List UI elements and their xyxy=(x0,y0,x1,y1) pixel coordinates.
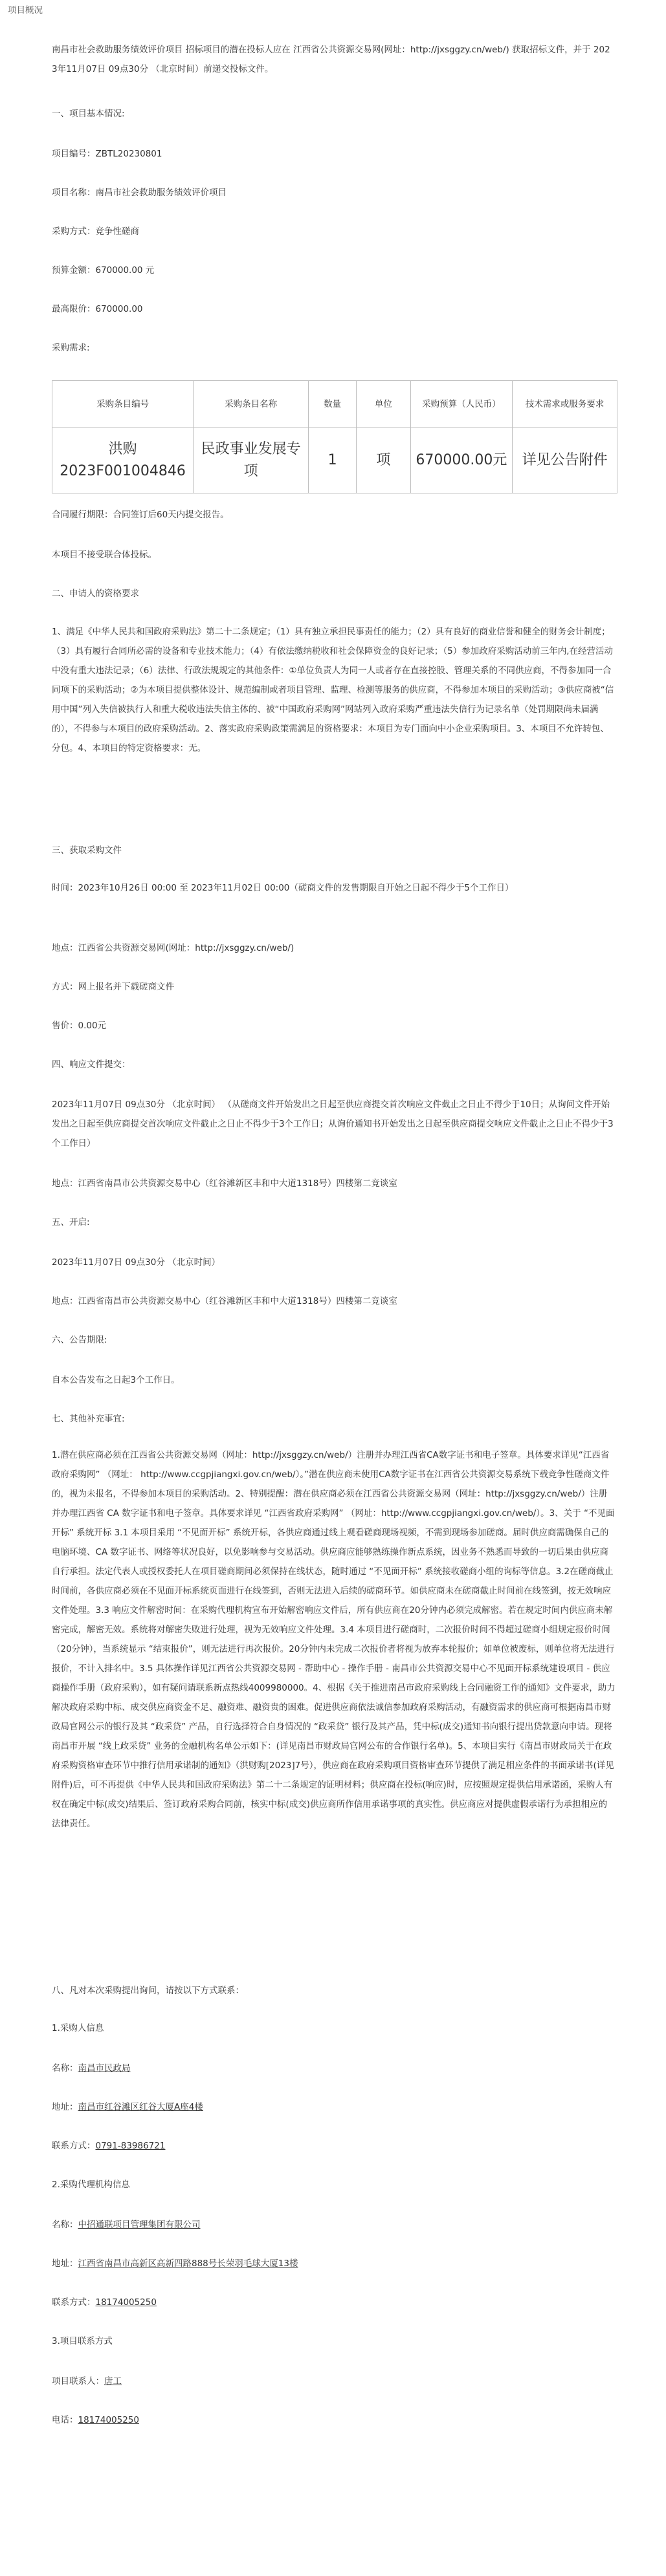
agency-name-row xyxy=(52,2215,616,2235)
agency-name: 中招通联项目管理集团有限公司 xyxy=(78,2220,201,2230)
contact-phone: 18174005250 xyxy=(78,2415,139,2425)
label: 项目联系人： xyxy=(52,2376,104,2387)
agency-address: 江西省南昌市高新区高新四路888号长荣羽毛球大厦13楼 xyxy=(78,2258,298,2269)
acquire-way: 方式：网上报名并下载磋商文件 xyxy=(52,982,174,992)
agency-phone-row xyxy=(52,2293,616,2312)
agency-phone: 18174005250 xyxy=(95,2297,157,2308)
column-header: 采购条目名称 xyxy=(194,381,309,428)
section8-heading: 八、凡对本次采购提出询问，请按以下方式联系： xyxy=(52,1986,244,1996)
requirements-table xyxy=(52,380,617,493)
page-title: 项目概况 xyxy=(8,5,43,16)
purchaser-name: 南昌市民政局 xyxy=(78,2063,131,2073)
project-name: 项目名称：南昌市社会救助服务绩效评价项目 xyxy=(52,188,227,198)
column-header: 单位 xyxy=(357,381,411,428)
acquire-price: 售价：0.00元 xyxy=(52,1021,107,1031)
submission-place: 地点：江西省南昌市公共资源交易中心（红谷滩新区丰和中大道1318号）四楼第二竞谈室 xyxy=(52,1178,397,1189)
consortium-note: 本项目不接受联合体投标。 xyxy=(52,550,157,560)
table-cell: 1 xyxy=(309,428,357,493)
label: 名称： xyxy=(52,2063,78,2073)
table-cell: 详见公告附件 xyxy=(513,428,617,493)
section4-heading: 四、响应文件提交： xyxy=(52,1059,131,1070)
section7-heading: 七、其他补充事宜: xyxy=(52,1414,125,1424)
label: 电话： xyxy=(52,2415,78,2425)
max-price: 最高限价：670000.00 xyxy=(52,304,143,314)
section5-heading: 五、开启: xyxy=(52,1217,90,1228)
table-cell: 项 xyxy=(357,428,411,493)
acquire-time: 时间：2023年10月26日 00:00 至 2023年11月02日 00:00（磋商文件的发售期限自开始之日起不得少于5个工作日） xyxy=(52,883,514,893)
agency-address-row xyxy=(52,2254,616,2273)
contract-period: 合同履行期限：合同签订后60天内提交报告。 xyxy=(52,510,229,520)
label: 地址： xyxy=(52,2258,78,2269)
budget-amount: 预算金额：670000.00 元 xyxy=(52,265,155,276)
contact-phone-row xyxy=(52,2410,616,2430)
column-header: 采购条目编号 xyxy=(52,381,194,428)
label: 联系方式： xyxy=(52,2141,96,2151)
submission-time: 2023年11月07日 09点30分 （北京时间） （从磋商文件开始发出之日起至供应商提交首次响应文件截止之日止不得少于10日；从询问文件开始发出之日起至供应商提交首次响应文件截止之日止不得少于3个工作日；从询价通知书开始发出之日起至供应商提交响应文件截止之日止不得少于3个工作日） xyxy=(52,1099,614,1149)
label: 地址： xyxy=(52,2102,78,2112)
overview-paragraph: 南昌市社会救助服务绩效评价项目 招标项目的潜在投标人应在 江西省公共资源交易网(网址：http://jxsggzy.cn/web/) 获取招标文件，并于 2023年11月07日 09点30分 （北京时间）前递交投标文件。 xyxy=(52,45,610,74)
section2-heading: 二、申请人的资格要求 xyxy=(52,589,139,599)
purchaser-address-row xyxy=(52,2097,616,2117)
agency-title: 2.采购代理机构信息 xyxy=(52,2180,130,2190)
contact-person-row xyxy=(52,2372,616,2391)
announcement-period: 自本公告发布之日起3个工作日。 xyxy=(52,1375,180,1385)
demand-label: 采购需求: xyxy=(52,343,90,353)
column-header: 数量 xyxy=(309,381,357,428)
project-number: 项目编号：ZBTL20230801 xyxy=(52,149,162,159)
purchaser-name-row xyxy=(52,2059,616,2078)
label: 名称： xyxy=(52,2220,78,2230)
procurement-method: 采购方式：竞争性磋商 xyxy=(52,226,139,237)
purchaser-title: 1.采购人信息 xyxy=(52,2023,104,2033)
label: 联系方式： xyxy=(52,2297,96,2308)
section6-heading: 六、公告期限: xyxy=(52,1335,107,1345)
table-row xyxy=(52,428,617,493)
contact-title: 3.项目联系方式 xyxy=(52,2336,113,2346)
section3-heading: 三、获取采购文件 xyxy=(52,845,122,856)
table-cell: 民政事业发展专项 xyxy=(194,428,309,493)
table-cell: 洪购2023F001004846 xyxy=(52,428,194,493)
table-cell: 670000.00元 xyxy=(410,428,513,493)
supplementary-paragraph: 1.潜在供应商必须在江西省公共资源交易网（网址：http://jxsggzy.cn/web/）注册并办理江西省CA数字证书和电子签章。具体要求详见“江西省政府采购网” （网址： http://www.ccgpjiangxi.gov.cn/web/）。”潜在供应商未使用CA数字证书在江西省公共资源交易系统下载竞争性磋商文件的，视为未报名，不得参加本项目的采购活动。2、特别提醒：潜在供应商必须在江西省公共资源交易网（网址：http://jxsggzy.cn/web/）注册并办理江西省 CA 数字证书和电子签章。具体要求详见 “江西省政府采购网” （网址：http://www.ccgpjiangxi.gov.cn/web/）。3、关于 “不见面开标” 系统开标 3.1 本项目采用 “不见面开标” 系统开标，各供应商通过线上观看磋商现场视频，不需到现场参加磋商。届时供应商需确保自己的电脑环境、CA 数字证书、网络等状况良好，以免影响参与交易活动。供应商应能够熟练操作新点系统，因业务不熟悉而导致的一切后果由供应商自行承担。法定代表人或授权委托人在项目磋商期间必须保持在线状态，随时通过 “不见面开标” 系统接收磋商小组的询标等信息。3.2在磋商截止时间前，各供应商必须在不见面开标系统页面进行在线签到，否则无法进入后续的磋商环节。如供应商未在磋商截止时间前在线签到，按无效响应文件处理。3.3 响应文件解密时间：在采购代理机构宣布开始解密响应文件后，所有供应商在20分钟内必须完成解密。若在规定时间内供应商未解密完成，解密无效。系统将对解密失败进行处理，视为无效响应文件处理。3.4 本项目进行磋商时，二次报价时间不得超过磋商小组规定报价时间（20分钟），当系统显示 “结束报价”，则无法进行再次报价。20分钟内未完成二次报价者将视为放弃本轮报价；如单位被废标，则单位将无法进行报价，不计入排名中。3.5 具体操作详见江西省公共资源交易网 - 帮助中心 - 操作手册 - 南昌市公共资源交易中心不见面开标系统建设项目 - 供应商操作手册（政府采购），如有疑问请联系新点热线4009980000。4、根据《关于推进南昌市政府采购线上合同融资工作的通知》文件要求，助力解决政府采购中标、成交供应商资金不足、融资难、融资贵的困难。促进供应商依法诚信参加政府采购活动，有融资需求的供应商可根据南昌市财政局官网公示的银行及其 “政采贷” 产品，自行选择符合自身情况的 “政采贷” 银行及其产品，凭中标(成交)通知书向银行提出贷款意向申请。现将南昌市开展 “线上政采贷” 业务的金融机构名单公示如下：(详见南昌市财政局官网公布的合作银行名单)。5、本项目实行《南昌市财政局关于在政府采购资格审查环节中推行信用承诺制的通知》（洪财购[2023]7号），供应商在政府采购项目资格审查环节提供了满足相应条件的书面承诺书(详见附件)后，可不再提供《中华人民共和国政府采购法》第二十二条规定的证明材料；供应商在投标(响应)时，应按照规定提供信用承诺函，采购人有权在确定中标(成交)结果后、签订政府采购合同前，核实中标(成交)供应商所作信用承诺事项的真实性。供应商应对提供虚假承诺行为承担相应的法律责任。 xyxy=(52,1450,616,1829)
opening-place: 地点：江西省南昌市公共资源交易中心（红谷滩新区丰和中大道1318号）四楼第二竞谈室 xyxy=(52,1296,397,1306)
column-header: 技术需求或服务要求 xyxy=(513,381,617,428)
table-header-row xyxy=(52,381,617,428)
purchaser-address: 南昌市红谷滩区红谷大厦A座4楼 xyxy=(78,2102,203,2112)
purchaser-phone: 0791-83986721 xyxy=(95,2141,166,2151)
contact-person: 唐工 xyxy=(104,2376,122,2387)
purchaser-phone-row xyxy=(52,2136,616,2156)
column-header: 采购预算（人民币） xyxy=(410,381,513,428)
qualification-paragraph: 1、满足《中华人民共和国政府采购法》第二十二条规定；（1）具有独立承担民事责任的能力；（2）具有良好的商业信誉和健全的财务会计制度；（3）具有履行合同所必需的设备和专业技术能力；（4）有依法缴纳税收和社会保障资金的良好记录；（5）参加政府采购活动前三年内,在经营活动中没有重大违法记录；（6）法律、行政法规规定的其他条件：①单位负责人为同一人或者存在直接控股、管理关系的不同供应商，不得参加同一合同项下的采购活动；②为本项目提供整体设计、规范编制或者项目管理、监理、检测等服务的供应商，不得参加本项目的采购活动；③供应商被“信用中国”列入失信被执行人和重大税收违法失信主体的、被“中国政府采购网”网站列入政府采购严重违法失信行为记录名单（处罚期限尚未届满的），不得参与本项目的政府采购活动。2、落实政府采购政策需满足的资格要求：本项目为专门面向中小企业采购项目。3、本项目不允许转包、分包。4、本项目的特定资格要求：无。 xyxy=(52,627,614,753)
opening-time: 2023年11月07日 09点30分 （北京时间） xyxy=(52,1257,221,1268)
section1-heading: 一、项目基本情况: xyxy=(52,109,125,119)
acquire-place: 地点：江西省公共资源交易网(网址：http://jxsggzy.cn/web/) xyxy=(52,943,294,953)
